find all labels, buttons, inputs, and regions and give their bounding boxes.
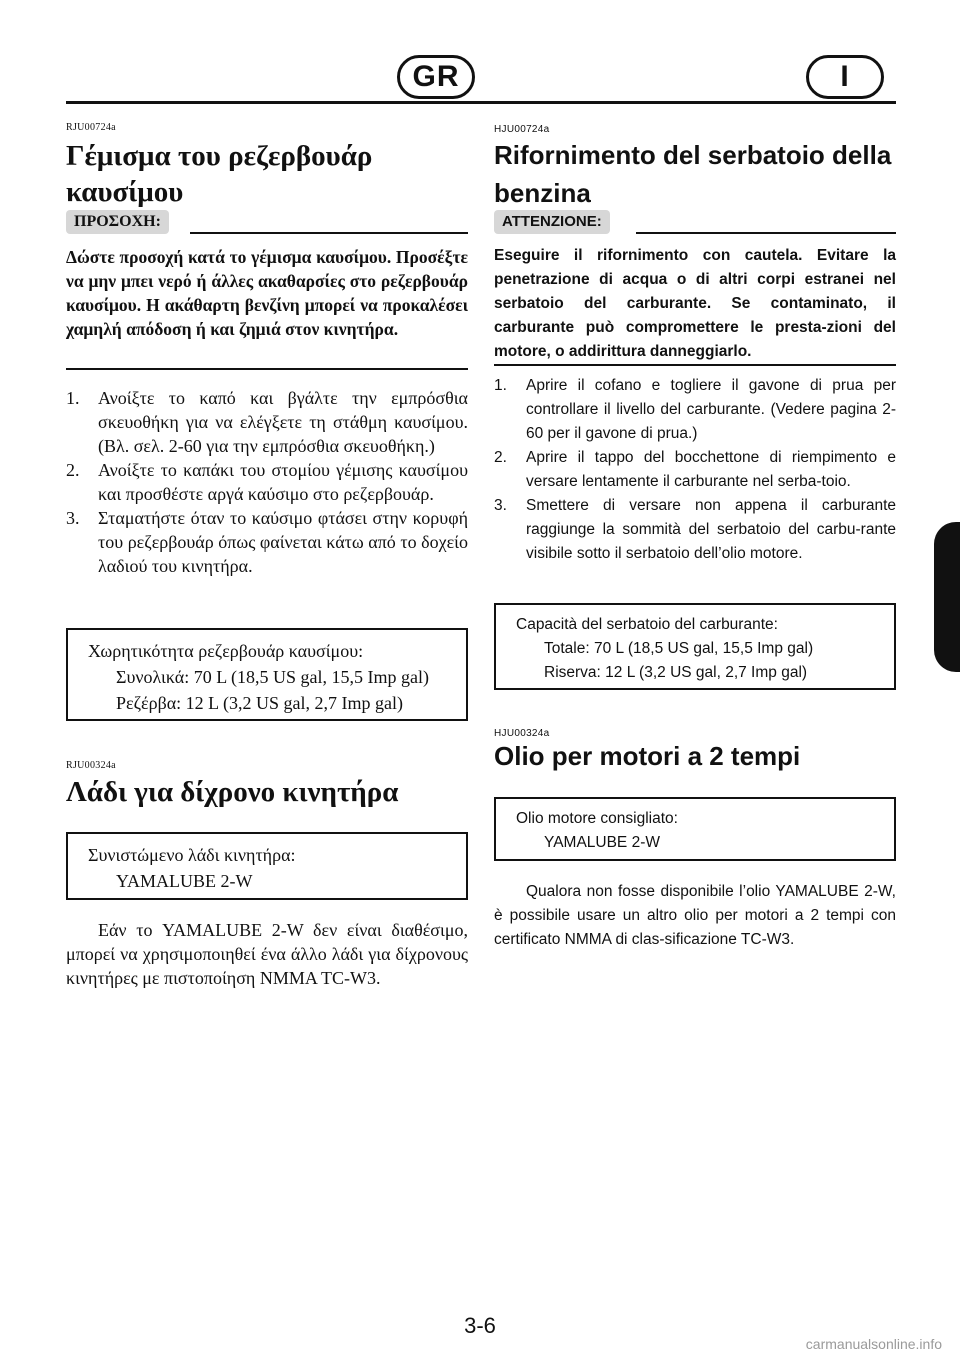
spec-title: Συνιστώμενο λάδι κινητήρα: (88, 845, 296, 865)
oil-paragraph: Qualora non fosse disponibile l’olio YAMALUBE 2-W, è possibile usare un altro olio per motori a 2 tempi con certificato NMMA di clas-sificazione TC-W3. (494, 883, 896, 948)
section-code: HJU00724a (494, 124, 550, 135)
step-number: 2. (66, 460, 80, 480)
header-rule (66, 101, 896, 104)
language-tab-gr: GR (397, 55, 475, 99)
caution-header (66, 210, 468, 236)
caution-text: Eseguire il rifornimento con cautela. Evitare la penetrazione di acqua o di altri corpi estranei nel serbatoio del carburante. Se contaminato, il carburante può compromettere le presta-zioni del motore, o addirittura danneggiarlo. (494, 247, 896, 360)
watermark: carmanualsonline.info (805, 1336, 942, 1352)
fuel-capacity-spec-box (66, 628, 468, 721)
spec-total: Συνολικά: 70 L (18,5 US gal, 15,5 Imp gal) (116, 667, 430, 687)
step-text: Σταματήστε όταν το καύσιμο φτάσει στην κορυφή του ρεζερβουάρ όπως φαίνεται κάτω από το δοχείο λαδιού του κινητήρα. (98, 508, 468, 576)
spec-title: Capacità del serbatoio del carburante: (516, 616, 778, 633)
spec-title: Χωρητικότητα ρεζερβουάρ καυσίμου: (88, 641, 364, 661)
title-line: Rifornimento del serbatoio della (494, 140, 892, 170)
section-code: RJU00324a (66, 760, 116, 771)
step-text: Ανοίξτε το καπό και βγάλτε την εμπρόσθια σκευοθήκη για να ελέγξετε τη στάθμη καυσίμου. (Βλ. σελ. 2-60 για την εμπρόσθια σκευοθήκη.) (98, 388, 468, 456)
chapter-thumb-tab (934, 522, 960, 672)
caution-label: ΠΡΟΣΟΧΗ: (66, 210, 169, 234)
language-tab-i: I (806, 55, 884, 99)
step-text: Smettere di versare non appena il carburante raggiunge la sommità del serbatoio del carbu-rante visibile sotto il serbatoio dell’olio motore. (526, 497, 896, 562)
title-line: καυσίμου (66, 176, 184, 208)
step-number: 1. (66, 388, 80, 408)
caution-end-rule (66, 368, 468, 370)
caution-rule (636, 232, 896, 234)
list-item (494, 374, 896, 446)
spec-value: YAMALUBE 2-W (544, 834, 660, 851)
fuel-capacity-spec-box (494, 603, 896, 690)
page-number: 3-6 (464, 1313, 496, 1338)
recommended-oil-spec-box (66, 832, 468, 900)
section-title: Λάδι για δίχρονο κινητήρα (66, 776, 399, 808)
section-title (66, 138, 372, 210)
spec-title: Olio motore consigliato: (516, 810, 678, 827)
caution-end-rule (494, 364, 896, 366)
spec-total: Totale: 70 L (18,5 US gal, 15,5 Imp gal) (544, 640, 814, 657)
step-number: 1. (494, 377, 507, 394)
steps-list (66, 386, 468, 578)
section-title (494, 136, 891, 212)
step-number: 2. (494, 449, 507, 466)
oil-paragraph: Εάν το YAMALUBE 2-W δεν είναι διαθέσιμο, μπορεί να χρησιμοποιηθεί ένα άλλο λάδι για δίχρονους κινητήρες με πιστοποίηση NMMA TC-W3. (66, 920, 468, 988)
spec-value: YAMALUBE 2-W (116, 871, 253, 891)
caution-label: ATTENZIONE: (494, 210, 610, 234)
section-code: HJU00324a (494, 728, 550, 739)
caution-header (494, 210, 896, 236)
step-text: Ανοίξτε το καπάκι του στομίου γέμισης καυσίμου και προσθέστε αργά καύσιμο στο ρεζερβουάρ. (98, 460, 468, 504)
list-item (66, 386, 468, 458)
list-item (66, 506, 468, 578)
step-text: Aprire il cofano e togliere il gavone di prua per controllare il livello del carburante. (Vedere pagina 2-60 per il gavone di prua.) (526, 377, 896, 442)
section-code: RJU00724a (66, 122, 116, 133)
spec-reserve: Ρεζέρβα: 12 L (3,2 US gal, 2,7 Imp gal) (116, 693, 403, 713)
caution-rule (190, 232, 468, 234)
section-title: Olio per motori a 2 tempi (494, 741, 801, 771)
step-number: 3. (66, 508, 80, 528)
title-line: Γέμισμα του ρεζερβουάρ (66, 140, 373, 172)
step-number: 3. (494, 497, 507, 514)
title-line: benzina (494, 178, 591, 208)
list-item (66, 458, 468, 506)
list-item (494, 446, 896, 494)
list-item (494, 494, 896, 566)
recommended-oil-spec-box (494, 797, 896, 861)
spec-reserve: Riserva: 12 L (3,2 US gal, 2,7 Imp gal) (544, 664, 808, 681)
steps-list (494, 374, 896, 566)
caution-text: Δώστε προσοχή κατά το γέμισμα καυσίμου. Προσέξτε να μην μπει νερό ή άλλες ακαθαρσίες στο ρεζερβουάρ καυσίμου. Η ακάθαρτη βενζίνη μπορεί να προκαλέσει χαμηλή απόδοση ή και ζημιά στον κινητήρα. (66, 247, 468, 339)
step-text: Aprire il tappo del bocchettone di riempimento e versare lentamente il carburante nel serba-toio. (526, 449, 896, 490)
